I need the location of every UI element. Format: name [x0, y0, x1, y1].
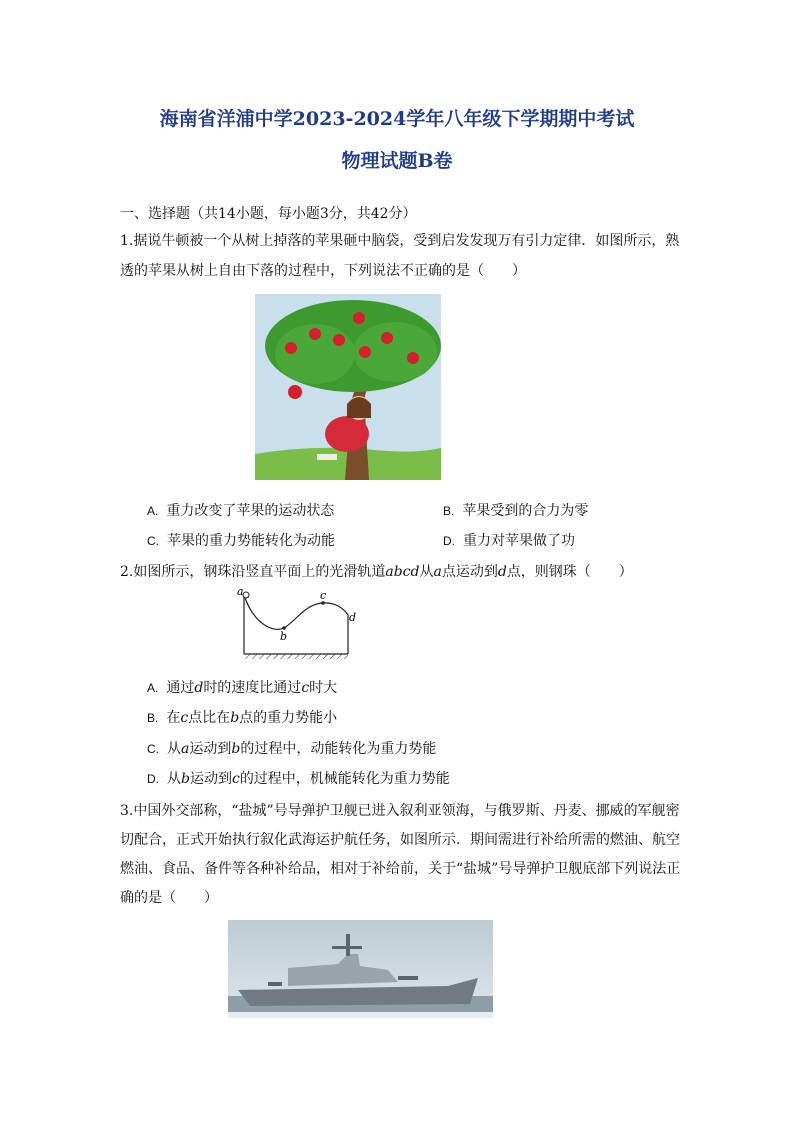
q1-stem-line-2: 透的苹果从树上自由下落的过程中，下列说法不正确的是（ ） [120, 263, 526, 279]
q2-stem: 2.如图所示，钢珠沿竖直平面上的光滑轨道abcd从a点运动到d点，则钢珠（ ） [120, 564, 633, 580]
q2-option-b[interactable]: B. 在c点比在b点的重力势能小 [147, 710, 338, 726]
apple-tree-figure [255, 294, 441, 480]
exam-title-line-2: 物理试题B卷 [341, 150, 453, 172]
q2-option-a[interactable]: A. 通过d时的速度比通过c时大 [147, 680, 338, 696]
label-d: d [349, 611, 357, 624]
q1-stem-line-1: 1.据说牛顿被一个从树上掉落的苹果砸中脑袋，受到启发发现万有引力定律．如图所示，熟 [120, 233, 680, 249]
label-a: a [237, 585, 244, 598]
q1-option-d[interactable]: D. 重力对苹果做了功 [443, 533, 575, 549]
q3-stem-line-4: 确的是（ ） [120, 890, 218, 906]
label-c: c [320, 589, 327, 602]
q3-stem-line-1: 3.中国外交部称，“盐城”号导弹护卫舰已进入叙利亚领海，与俄罗斯、丹麦、挪威的军舰密 [120, 803, 680, 819]
q1-option-c[interactable]: C. 苹果的重力势能转化为动能 [147, 533, 335, 549]
section-heading: 一、选择题（共14小题，每小题3分，共42分） [120, 206, 417, 222]
exam-title-line-1: 海南省洋浦中学2023-2024学年八年级下学期期中考试 [159, 108, 635, 130]
warship-photo [228, 920, 493, 1018]
q1-option-a[interactable]: A. 重力改变了苹果的运动状态 [147, 503, 335, 519]
q2-option-d[interactable]: D. 从b运动到c的过程中，机械能转化为重力势能 [147, 771, 450, 787]
q1-option-b[interactable]: B. 苹果受到的合力为零 [443, 503, 589, 519]
track-diagram [234, 585, 358, 665]
q3-stem-line-3: 燃油、食品、备件等各种补给品，相对于补给前，关于“盐城”号导弹护卫舰底部下列说法正 [120, 861, 681, 877]
q2-option-c[interactable]: C. 从a运动到b的过程中，动能转化为重力势能 [147, 741, 437, 757]
label-b: b [280, 630, 288, 643]
q3-stem-line-2: 切配合，正式开始执行叙化武海运护航任务，如图所示．期间需进行补给所需的燃油、航空 [120, 832, 680, 848]
